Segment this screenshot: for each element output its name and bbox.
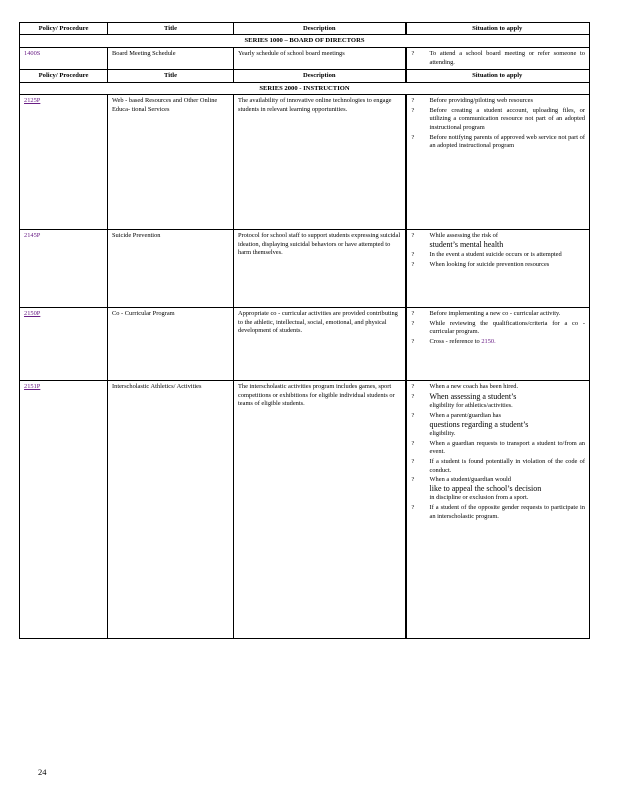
header-title: Title (108, 70, 234, 82)
situation-item: ? When a guardian requests to transport a student to/from an event. (411, 439, 585, 456)
bullet-icon: ? (411, 50, 415, 57)
bullet-icon: ? (411, 411, 415, 419)
series-row (20, 35, 590, 48)
bullet-icon: ? (411, 383, 415, 391)
header-situation: Situation to apply (406, 23, 590, 35)
bullet-icon: ? (411, 337, 415, 345)
policy-code-link[interactable]: 2150P (24, 310, 41, 318)
header-row (20, 23, 590, 35)
policy-title: Suicide Prevention (108, 230, 234, 308)
situation-item: ? To attend a school board meeting or refer someone to attending. (411, 50, 585, 66)
policy-code: 2145P (24, 232, 41, 240)
situation-item: ? When looking for suicide prevention resources (411, 260, 550, 268)
policy-code-link[interactable]: 2125P (24, 97, 41, 105)
policy-description: Protocol for school staff to support students expressing suicidal ideation, displaying suicidal behaviors or have attempted to harm themselves. (234, 230, 406, 308)
bullet-icon: ? (411, 476, 415, 484)
situation-item: ? When a new coach has been hired. (411, 383, 519, 391)
header-situation: Situation to apply (406, 70, 590, 82)
situation-item: ? If a student is found potentially in violation of the code of conduct. (411, 457, 585, 474)
table-row (20, 308, 590, 381)
policy-code-link[interactable]: 2151P (24, 383, 41, 391)
situation-item: ? Before providing/piloting web resources (411, 97, 533, 105)
series-row (20, 82, 590, 95)
cross-reference-link[interactable]: 2150. (481, 337, 496, 345)
page-number: 24 (38, 767, 47, 777)
bullet-icon: ? (411, 97, 415, 105)
bullet-icon: ? (411, 133, 415, 141)
bullet-icon: ? (411, 457, 415, 465)
bullet-icon: ? (411, 232, 415, 240)
policy-title: Board Meeting Schedule (108, 48, 234, 70)
situation-item: ? In the event a student suicide occurs or is attempted (411, 251, 562, 259)
bullet-icon: ? (411, 251, 415, 259)
header-title: Title (108, 23, 234, 35)
policy-description: The availability of innovative online technologies to engage students in relevant learning opportunities. (234, 95, 406, 230)
situation-item: ? Cross - reference to 2150. (411, 337, 496, 345)
header-description: Description (234, 23, 406, 35)
bullet-icon: ? (411, 503, 415, 511)
series-2000-heading: SERIES 2000 - INSTRUCTION (20, 82, 590, 95)
situation-item: ? While assessing the risk of student’s mental health (411, 232, 504, 249)
situation-item: ? While reviewing the qualifications/criteria for a co - curricular program. (411, 319, 585, 336)
table-row (20, 230, 590, 308)
table-row (20, 48, 590, 70)
policy-title: Co - Curricular Program (108, 308, 234, 381)
bullet-icon: ? (411, 310, 415, 318)
situation-item: ? When assessing a student’s eligibility for athletics/activities. (411, 391, 517, 410)
situation-item: ? Before implementing a new co - curricular activity. (411, 310, 561, 318)
situation-item: ? When a student/guardian would like to appeal the school’s decision in discipline or exclusion from a sport. (411, 476, 542, 502)
bullet-icon: ? (411, 319, 415, 327)
situation-item: ? Before creating a student account, uploading files, or utilizing a communication resource not part of an adopted instructional program (411, 106, 585, 131)
bullet-icon: ? (411, 260, 415, 268)
policy-table (19, 22, 590, 639)
table-row (20, 381, 590, 639)
policy-description: The interscholastic activities program includes games, sport competitions or exhibitions for eligible individual students or teams of eligible students. (234, 381, 406, 639)
header-description: Description (234, 70, 406, 82)
situation-item: ? Before notifying parents of approved web service not part of an adopted instructional program (411, 133, 585, 150)
bullet-icon: ? (411, 392, 415, 400)
header-row (20, 70, 590, 82)
bullet-icon: ? (411, 106, 415, 114)
policy-code: 1400S (24, 50, 41, 57)
policy-title: Web - based Resources and Other Online Educa- tional Services (108, 95, 234, 230)
header-policy: Policy/ Procedure (20, 23, 108, 35)
policy-title: Interscholastic Athletics/ Activities (108, 381, 234, 639)
table-row (20, 95, 590, 230)
situation-item: ? If a student of the opposite gender requests to participate in an interscholastic program. (411, 503, 585, 520)
policy-description: Yearly schedule of school board meetings (234, 48, 406, 70)
series-1000-heading: SERIES 1000 – BOARD OF DIRECTORS (20, 35, 590, 48)
policy-description: Appropriate co - curricular activities are provided contributing to the athletic, intellectual, social, emotional, and physical development of students. (234, 308, 406, 381)
bullet-icon: ? (411, 439, 415, 447)
situation-item: ? When a parent/guardian has questions regarding a student’s eligibility. (411, 411, 529, 438)
header-policy: Policy/ Procedure (20, 70, 108, 82)
